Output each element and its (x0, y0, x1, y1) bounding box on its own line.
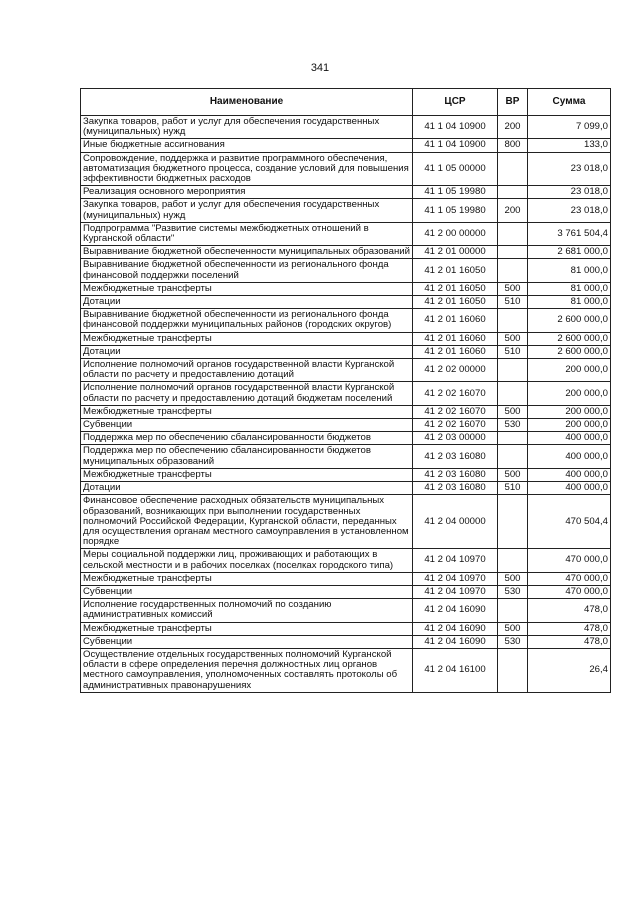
cell-name: Исполнение полномочий органов государственной власти Курганской области по расчету и предоставлению дотаций бюджетам поселений (81, 382, 413, 405)
cell-sum: 81 000,0 (528, 259, 611, 282)
cell-csr: 41 1 04 10900 (413, 139, 498, 152)
cell-vr (498, 259, 528, 282)
cell-sum: 400 000,0 (528, 432, 611, 445)
cell-name: Межбюджетные трансферты (81, 282, 413, 295)
table-row (81, 419, 611, 432)
cell-vr (498, 382, 528, 405)
cell-csr: 41 1 05 00000 (413, 152, 498, 186)
cell-name: Исполнение полномочий органов государственной власти Курганской области по расчету и предоставлению дотаций (81, 359, 413, 382)
cell-name: Дотации (81, 345, 413, 358)
table-row (81, 585, 611, 598)
cell-vr (498, 432, 528, 445)
cell-name: Поддержка мер по обеспечению сбалансированности бюджетов (81, 432, 413, 445)
cell-vr: 510 (498, 296, 528, 309)
cell-name: Выравнивание бюджетной обеспеченности из регионального фонда финансовой поддержки муниципальных районов (городских округов) (81, 309, 413, 332)
budget-table (80, 88, 611, 693)
cell-vr (498, 549, 528, 572)
cell-sum: 470 000,0 (528, 585, 611, 598)
table-row (81, 332, 611, 345)
cell-name: Субвенции (81, 635, 413, 648)
table-row (81, 282, 611, 295)
table-row (81, 549, 611, 572)
cell-name: Межбюджетные трансферты (81, 405, 413, 418)
cell-sum: 200 000,0 (528, 405, 611, 418)
cell-csr: 41 2 04 16100 (413, 648, 498, 692)
cell-csr: 41 2 04 10970 (413, 549, 498, 572)
cell-vr: 500 (498, 405, 528, 418)
cell-sum: 23 018,0 (528, 152, 611, 186)
table-row (81, 359, 611, 382)
cell-name: Субвенции (81, 419, 413, 432)
table-row (81, 482, 611, 495)
cell-vr (498, 359, 528, 382)
cell-vr (498, 309, 528, 332)
cell-name: Подпрограмма "Развитие системы межбюджетных отношений в Курганской области" (81, 222, 413, 245)
cell-vr (498, 445, 528, 468)
cell-csr: 41 2 04 16090 (413, 622, 498, 635)
cell-sum: 23 018,0 (528, 186, 611, 199)
cell-name: Осуществление отдельных государственных полномочий Курганской области в сфере определения перечня должностных лиц органов местного самоуправления, уполномоченных составлять протоколы об административных правонарушениях (81, 648, 413, 692)
cell-sum: 81 000,0 (528, 282, 611, 295)
table-row (81, 405, 611, 418)
cell-csr: 41 2 03 16080 (413, 468, 498, 481)
table-row (81, 382, 611, 405)
cell-vr (498, 599, 528, 622)
cell-sum: 26,4 (528, 648, 611, 692)
cell-vr: 530 (498, 419, 528, 432)
cell-name: Межбюджетные трансферты (81, 332, 413, 345)
cell-csr: 41 2 04 10970 (413, 572, 498, 585)
header-name: Наименование (81, 89, 413, 116)
cell-sum: 478,0 (528, 635, 611, 648)
header-csr: ЦСР (413, 89, 498, 116)
cell-csr: 41 2 02 16070 (413, 419, 498, 432)
cell-sum: 200 000,0 (528, 359, 611, 382)
cell-csr: 41 2 02 16070 (413, 382, 498, 405)
cell-vr: 500 (498, 622, 528, 635)
cell-name: Дотации (81, 482, 413, 495)
cell-sum: 470 000,0 (528, 549, 611, 572)
table-row (81, 648, 611, 692)
cell-name: Межбюджетные трансферты (81, 468, 413, 481)
table-row (81, 222, 611, 245)
cell-vr (498, 186, 528, 199)
cell-name: Дотации (81, 296, 413, 309)
cell-vr: 500 (498, 572, 528, 585)
cell-vr (498, 222, 528, 245)
cell-name: Межбюджетные трансферты (81, 572, 413, 585)
cell-sum: 7 099,0 (528, 116, 611, 139)
table-row (81, 246, 611, 259)
cell-name: Субвенции (81, 585, 413, 598)
cell-sum: 81 000,0 (528, 296, 611, 309)
cell-vr: 530 (498, 585, 528, 598)
table-row (81, 345, 611, 358)
table-row (81, 152, 611, 186)
cell-name: Финансовое обеспечение расходных обязательств муниципальных образований, возникающих при выполнении государственных полномочий Российской Федерации, Курганской области, переданных для осуществления органам местного самоуправления в установленном порядке (81, 495, 413, 549)
cell-csr: 41 2 01 00000 (413, 246, 498, 259)
cell-vr: 200 (498, 199, 528, 222)
cell-name: Закупка товаров, работ и услуг для обеспечения государственных (муниципальных) нужд (81, 199, 413, 222)
cell-csr: 41 2 02 16070 (413, 405, 498, 418)
cell-sum: 200 000,0 (528, 382, 611, 405)
cell-vr: 500 (498, 282, 528, 295)
cell-csr: 41 2 04 16090 (413, 635, 498, 648)
cell-csr: 41 2 01 16060 (413, 345, 498, 358)
table-row (81, 622, 611, 635)
cell-sum: 2 600 000,0 (528, 309, 611, 332)
table-row (81, 468, 611, 481)
cell-name: Выравнивание бюджетной обеспеченности из регионального фонда финансовой поддержки поселений (81, 259, 413, 282)
cell-sum: 400 000,0 (528, 482, 611, 495)
table-row (81, 599, 611, 622)
cell-sum: 2 600 000,0 (528, 332, 611, 345)
cell-name: Иные бюджетные ассигнования (81, 139, 413, 152)
cell-csr: 41 2 02 00000 (413, 359, 498, 382)
cell-csr: 41 1 05 19980 (413, 186, 498, 199)
cell-vr: 500 (498, 468, 528, 481)
cell-csr: 41 2 00 00000 (413, 222, 498, 245)
cell-vr: 530 (498, 635, 528, 648)
cell-csr: 41 2 01 16060 (413, 332, 498, 345)
cell-name: Реализация основного мероприятия (81, 186, 413, 199)
table-row (81, 259, 611, 282)
cell-sum: 470 000,0 (528, 572, 611, 585)
cell-vr: 200 (498, 116, 528, 139)
cell-sum: 478,0 (528, 599, 611, 622)
table-row (81, 186, 611, 199)
cell-sum: 478,0 (528, 622, 611, 635)
cell-sum: 2 600 000,0 (528, 345, 611, 358)
cell-csr: 41 2 03 16080 (413, 445, 498, 468)
cell-csr: 41 2 03 16080 (413, 482, 498, 495)
cell-vr (498, 495, 528, 549)
cell-csr: 41 2 01 16060 (413, 309, 498, 332)
cell-name: Сопровождение, поддержка и развитие программного обеспечения, автоматизация бюджетного процесса, создание условий для повышения эффективности бюджетных расходов (81, 152, 413, 186)
table-row (81, 572, 611, 585)
cell-name: Выравнивание бюджетной обеспеченности муниципальных образований (81, 246, 413, 259)
page-number: 341 (310, 62, 330, 74)
cell-csr: 41 2 04 10970 (413, 585, 498, 598)
table-row (81, 296, 611, 309)
cell-sum: 200 000,0 (528, 419, 611, 432)
cell-csr: 41 2 01 16050 (413, 296, 498, 309)
table-row (81, 199, 611, 222)
table-row (81, 495, 611, 549)
cell-vr (498, 152, 528, 186)
table-row (81, 116, 611, 139)
cell-vr: 510 (498, 482, 528, 495)
cell-sum: 23 018,0 (528, 199, 611, 222)
table-row (81, 139, 611, 152)
header-vr: ВР (498, 89, 528, 116)
cell-name: Межбюджетные трансферты (81, 622, 413, 635)
cell-csr: 41 2 04 16090 (413, 599, 498, 622)
cell-sum: 470 504,4 (528, 495, 611, 549)
table-row (81, 309, 611, 332)
cell-name: Меры социальной поддержки лиц, проживающих и работающих в сельской местности и в рабочих поселках (поселках городского типа) (81, 549, 413, 572)
cell-csr: 41 2 01 16050 (413, 259, 498, 282)
cell-name: Закупка товаров, работ и услуг для обеспечения государственных (муниципальных) нужд (81, 116, 413, 139)
cell-csr: 41 2 01 16050 (413, 282, 498, 295)
cell-sum: 400 000,0 (528, 468, 611, 481)
cell-vr: 510 (498, 345, 528, 358)
cell-sum: 3 761 504,4 (528, 222, 611, 245)
table-body (81, 116, 611, 693)
cell-vr (498, 246, 528, 259)
cell-sum: 2 681 000,0 (528, 246, 611, 259)
cell-csr: 41 1 05 19980 (413, 199, 498, 222)
cell-csr: 41 2 03 00000 (413, 432, 498, 445)
table-header-row (81, 89, 611, 116)
cell-csr: 41 2 04 00000 (413, 495, 498, 549)
cell-sum: 133,0 (528, 139, 611, 152)
cell-sum: 400 000,0 (528, 445, 611, 468)
table-row (81, 445, 611, 468)
cell-vr: 500 (498, 332, 528, 345)
table-row (81, 635, 611, 648)
cell-name: Поддержка мер по обеспечению сбалансированности бюджетов муниципальных образований (81, 445, 413, 468)
cell-csr: 41 1 04 10900 (413, 116, 498, 139)
table-row (81, 432, 611, 445)
cell-name: Исполнение государственных полномочий по созданию административных комиссий (81, 599, 413, 622)
header-sum: Сумма (528, 89, 611, 116)
cell-vr (498, 648, 528, 692)
cell-vr: 800 (498, 139, 528, 152)
